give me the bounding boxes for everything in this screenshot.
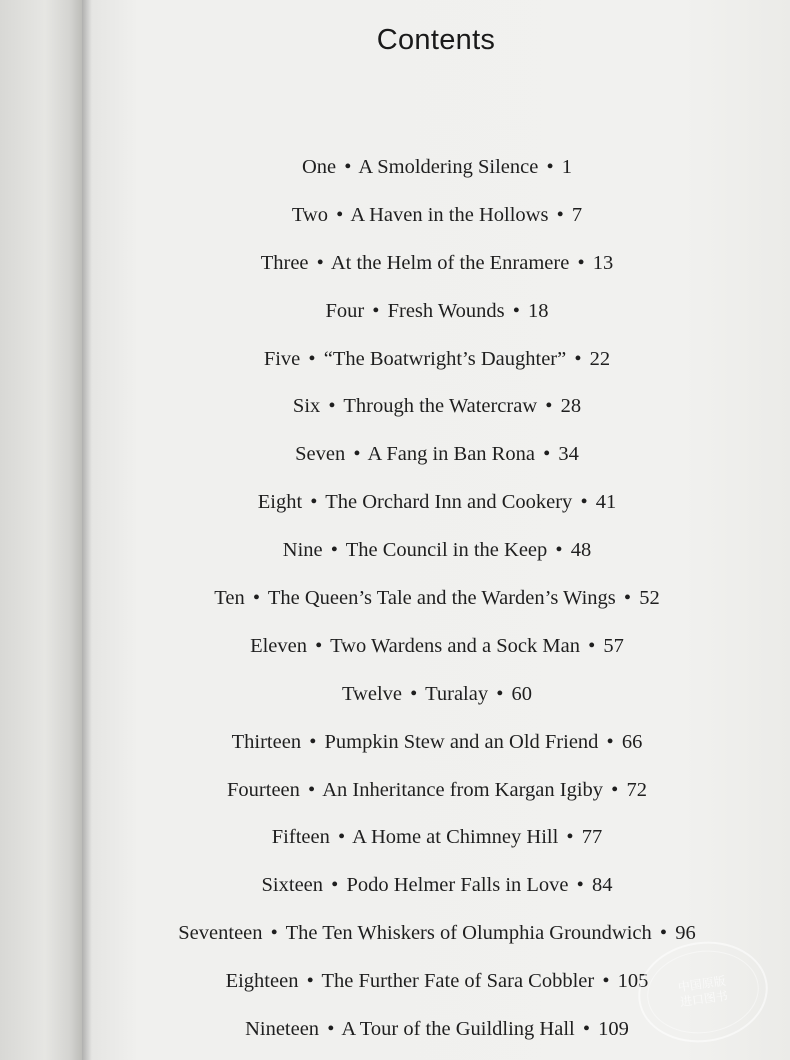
bullet-separator: •	[344, 156, 352, 178]
bullet-separator: •	[353, 443, 361, 466]
bullet-separator: •	[512, 299, 520, 322]
watermark-line-1: 中国原版	[677, 973, 727, 995]
page-title: Contents	[376, 24, 496, 56]
chapter-title: The Further Fate of Sara Cobbler	[321, 970, 595, 993]
page-number: 60	[511, 682, 533, 705]
page-number: 28	[560, 395, 582, 418]
toc-entry	[82, 677, 790, 725]
bullet-separator: •	[309, 730, 317, 753]
bullet-separator: •	[308, 347, 316, 370]
chapter-number: Sixteen	[261, 874, 324, 897]
page-number: 18	[528, 299, 549, 322]
bullet-separator: •	[602, 970, 610, 993]
toc-entry	[82, 246, 790, 294]
page-number: 84	[591, 874, 613, 897]
chapter-number: Fourteen	[227, 778, 300, 801]
bullet-separator: •	[330, 539, 338, 562]
bullet-separator: •	[576, 874, 584, 897]
bullet-separator: •	[580, 491, 588, 514]
chapter-title: A Smoldering Silence	[358, 156, 539, 178]
chapter-number: Seven	[295, 443, 346, 466]
page-number: 13	[592, 251, 614, 274]
bullet-separator: •	[574, 347, 582, 370]
bullet-separator: •	[496, 682, 504, 705]
chapter-number: Three	[260, 251, 309, 274]
page-number: 22	[589, 347, 611, 370]
toc-entry	[82, 773, 790, 821]
bullet-separator: •	[316, 251, 324, 274]
chapter-title: Two Wardens and a Sock Man	[330, 634, 580, 657]
chapter-title: Turalay	[425, 682, 489, 705]
bullet-separator: •	[545, 395, 553, 418]
page-number: 7	[571, 203, 583, 226]
chapter-number: Seventeen	[178, 922, 263, 945]
bullet-separator: •	[555, 539, 563, 562]
chapter-title: A Fang in Ban Rona	[367, 443, 535, 466]
chapter-title: The Orchard Inn and Cookery	[325, 491, 573, 514]
chapter-number: Eighteen	[225, 970, 299, 993]
chapter-number: Thirteen	[231, 730, 302, 753]
toc-entry	[82, 629, 790, 677]
chapter-title: A Tour of the Guildling Hall	[341, 1018, 575, 1041]
bullet-separator: •	[566, 826, 574, 849]
toc-entry	[82, 485, 790, 533]
chapter-number: Six	[292, 395, 321, 418]
bullet-separator: •	[308, 778, 316, 801]
bullet-separator: •	[327, 1018, 335, 1041]
bullet-separator: •	[606, 730, 614, 753]
chapter-number: Ten	[214, 587, 245, 610]
page-number: 48	[570, 539, 592, 562]
toc-entry	[82, 533, 790, 581]
page-number: 77	[581, 826, 603, 849]
chapter-number: Nineteen	[245, 1018, 320, 1041]
bullet-separator: •	[270, 922, 278, 945]
bullet-separator: •	[252, 587, 261, 610]
chapter-number: Nine	[282, 539, 323, 562]
bullet-separator: •	[623, 587, 632, 610]
toc-entry	[82, 294, 790, 342]
chapter-title: The Queen’s Tale and the Warden’s Wings	[267, 587, 616, 610]
toc-entry	[82, 868, 790, 916]
bullet-separator: •	[582, 1018, 591, 1041]
bullet-separator: •	[337, 826, 346, 849]
chapter-number: Five	[263, 347, 301, 370]
bullet-separator: •	[328, 395, 336, 418]
toc-entry	[82, 150, 790, 198]
toc-entry	[82, 342, 790, 390]
bullet-separator: •	[331, 874, 339, 897]
bullet-separator: •	[310, 491, 318, 514]
toc-entry	[82, 581, 790, 629]
page-number: 96	[675, 922, 696, 945]
bullet-separator: •	[306, 970, 314, 993]
bullet-separator: •	[556, 203, 564, 226]
bullet-separator: •	[577, 251, 585, 274]
bullet-separator: •	[543, 443, 551, 466]
chapter-title: Fresh Wounds	[387, 299, 505, 322]
toc-entry	[82, 725, 790, 773]
chapter-title: A Haven in the Hollows	[350, 203, 549, 226]
toc-entry	[82, 437, 790, 485]
left-page-edge	[0, 0, 82, 1060]
bullet-separator: •	[336, 203, 344, 226]
chapter-title: The Council in the Keep	[345, 539, 548, 562]
bullet-separator: •	[588, 634, 596, 657]
watermark-line-2: 进口图书	[679, 988, 729, 1010]
chapter-title: The Ten Whiskers of Olumphia Groundwich	[285, 922, 652, 945]
page-number: 34	[558, 443, 579, 466]
bullet-separator: •	[372, 299, 380, 322]
chapter-title: Through the Watercraw	[343, 395, 538, 418]
bullet-separator: •	[315, 634, 323, 657]
bullet-separator: •	[546, 156, 554, 178]
chapter-number: One	[301, 156, 337, 178]
page-number: 57	[603, 634, 624, 657]
chapter-number: Fifteen	[271, 826, 330, 849]
toc-entry	[82, 820, 790, 868]
watermark-ring	[642, 944, 764, 1041]
chapter-title: “The Boatwright’s Daughter”	[323, 347, 567, 370]
chapter-number: Eight	[257, 491, 303, 514]
bullet-separator: •	[410, 682, 418, 705]
page-number: 72	[626, 778, 647, 801]
page-number: 1	[561, 156, 573, 178]
toc-entry	[82, 198, 790, 246]
page-number: 41	[595, 491, 617, 514]
page-number: 66	[621, 730, 643, 753]
chapter-title: Pumpkin Stew and an Old Friend	[324, 730, 599, 753]
bullet-separator: •	[659, 922, 668, 945]
table-of-contents	[82, 150, 790, 1060]
chapter-number: Two	[291, 203, 328, 226]
chapter-number: Twelve	[341, 682, 402, 705]
chapter-title: At the Helm of the Enramere	[330, 251, 570, 274]
chapter-title: An Inheritance from Kargan Igiby	[322, 778, 604, 801]
chapter-number: Four	[325, 299, 365, 322]
page-number: 105	[617, 970, 649, 993]
page-number: 52	[639, 587, 660, 610]
toc-entry	[82, 389, 790, 437]
page-number: 109	[598, 1018, 629, 1041]
chapter-title: A Home at Chimney Hill	[352, 826, 559, 849]
chapter-title: Podo Helmer Falls in Love	[346, 874, 569, 897]
chapter-number: Eleven	[250, 634, 307, 657]
bullet-separator: •	[611, 778, 619, 801]
